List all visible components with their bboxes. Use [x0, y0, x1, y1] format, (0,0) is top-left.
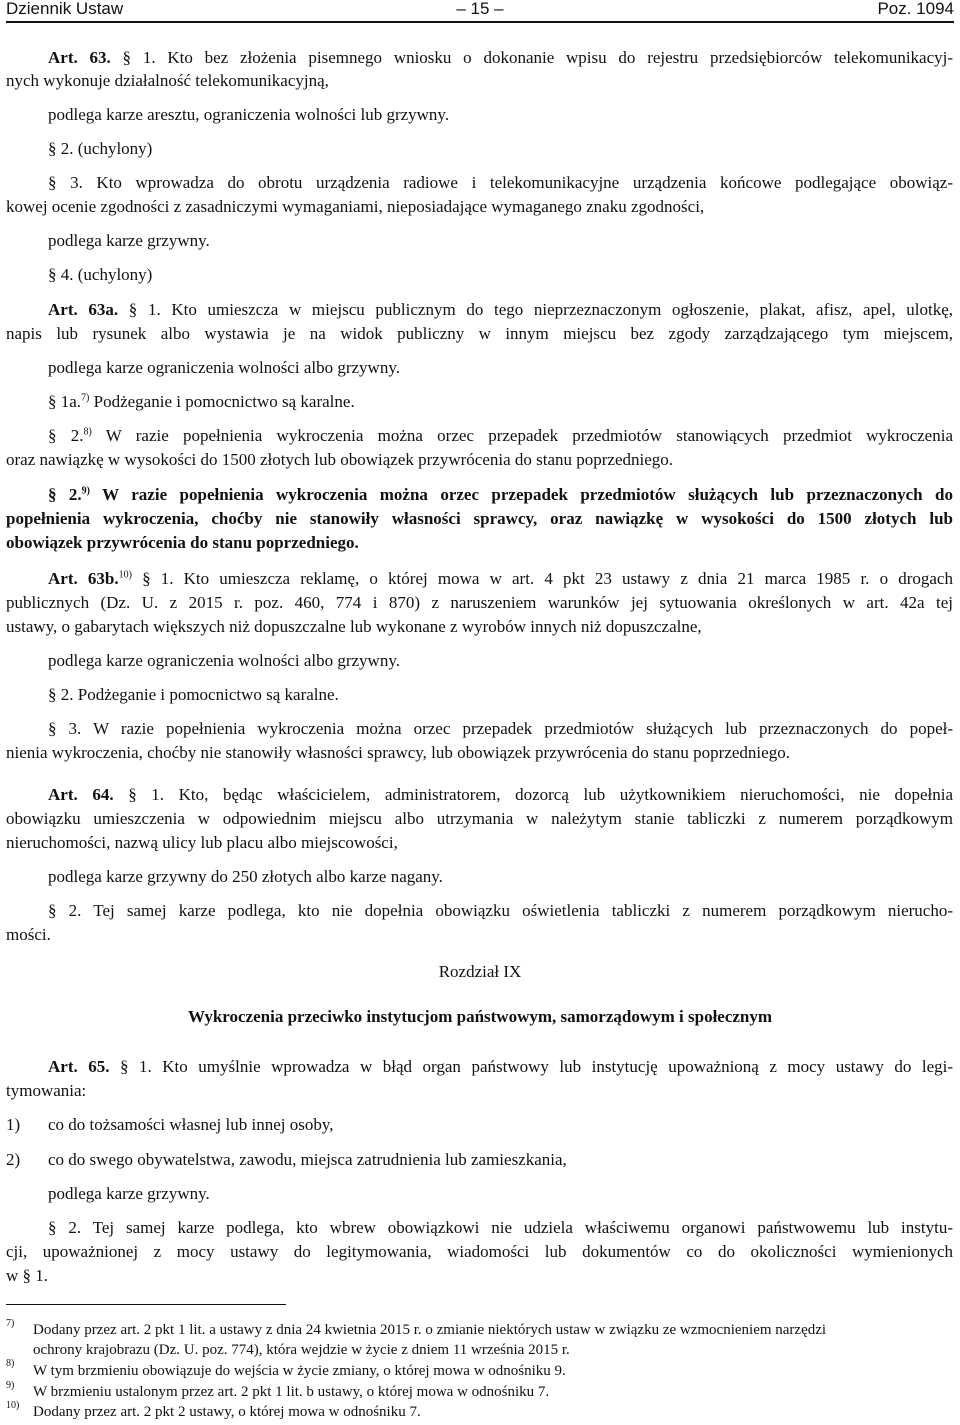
art63b-p2: § 2. Podżeganie i pomocnictwo są karalne. — [48, 685, 339, 704]
art64-sanction: podlega karze grzywny do 250 złotych albo karze nagany. — [48, 867, 443, 886]
article-title: Art. 63a. — [48, 300, 119, 319]
art63b-p1-cont2: ustawy, o gabarytach większych niż dopuszczalne lub wykonane z wyrobów innych niż dopuszczalne, — [6, 617, 702, 636]
footnote-ref: 10) — [118, 569, 132, 581]
footnote-number: 7) — [6, 1318, 15, 1329]
art63a-p2-new — [6, 485, 953, 505]
art63a-p1a — [48, 392, 355, 412]
footnote-text: W tym brzmieniu obowiązuje do wejścia w życie zmiany, o której mowa w odnośniku 9. — [33, 1363, 566, 1379]
footnote-number: 10) — [6, 1400, 20, 1411]
art63-sanction: podlega karze aresztu, ograniczenia wolności lub grzywny. — [48, 105, 450, 124]
paragraph-text: § 1. Kto, będąc właścicielem, administratorem, dozorcą lub użytkownikiem nieruchomości, nie dopełnia — [128, 785, 954, 804]
paragraph-label: § 2. — [48, 426, 84, 445]
list-item: co do swego obywatelstwa, zawodu, miejsca zatrudnienia lub zamieszkania, — [48, 1150, 567, 1169]
paragraph-text: Podżeganie i pomocnictwo są karalne. — [93, 392, 355, 411]
art63b-p3-cont: nienia wykroczenia, choćby nie stanowiły własności sprawcy, lub obowiązek przywrócenia do stanu poprzedniego. — [6, 743, 790, 762]
position-number: Poz. 1094 — [877, 0, 954, 18]
paragraph-text: § 1. Kto umieszcza reklamę, o której mowa w art. 4 pkt 23 ustawy z dnia 21 marca 1985 r. o drogach — [142, 569, 953, 588]
page-header — [6, 0, 954, 20]
art65-p2-cont2: w § 1. — [6, 1266, 49, 1285]
paragraph-label: § 2. — [48, 485, 82, 504]
art63a-sanction: podlega karze ograniczenia wolności albo grzywny. — [48, 358, 400, 377]
footnote-ref: 9) — [81, 485, 91, 497]
article-title: Art. 65. — [48, 1057, 110, 1076]
journal-name: Dziennik Ustaw — [6, 0, 124, 18]
art63-p1 — [6, 48, 953, 68]
art63b-p1-cont: publicznych (Dz. U. z 2015 r. poz. 460, 774 i 870) z naruszeniem warunków jej sytuowania określonych w art. 42a tej — [6, 593, 953, 612]
art63a-p2-new-cont2: obowiązek przywrócenia do stanu poprzedniego. — [6, 533, 359, 552]
art63a-p2-new-cont: popełnienia wykroczenia, choćby nie stanowiły własności sprawcy, oraz nawiązkę w wysokości do 1500 złotych lub — [6, 509, 953, 528]
art65-p1-cont: tymowania: — [6, 1081, 87, 1100]
art63-p2: § 2. (uchylony) — [48, 139, 153, 158]
footnote-text: Dodany przez art. 2 pkt 2 ustawy, o której mowa w odnośniku 7. — [33, 1404, 421, 1420]
footnote-ref: 8) — [83, 426, 92, 438]
art63-p1-cont: nych wykonuje działalność telekomunikacyjną, — [6, 71, 329, 90]
art63b-p3: § 3. W razie popełnienia wykroczenia można orzec przepadek przedmiotów służących lub przeznaczonych do popeł- — [48, 719, 953, 738]
art64-p2: § 2. Tej samej karze podlega, kto nie dopełnia obowiązku oświetlenia tabliczki z numerem porządkowym nierucho- — [48, 901, 953, 920]
footnote-text: Dodany przez art. 2 pkt 1 lit. a ustawy z dnia 24 kwietnia 2015 r. o zmianie niektórych ustaw w związku ze wzmocnieniem narzędzi — [33, 1322, 827, 1338]
art64-p1-cont: obowiązku umieszczenia w odpowiednim miejscu albo utrzymania w należytym stanie tabliczki z numerem porządkowym — [6, 809, 953, 828]
art65-sanction: podlega karze grzywny. — [48, 1184, 210, 1203]
paragraph-label: § 1a. — [48, 392, 82, 411]
page-number: – 15 – — [456, 0, 504, 18]
paragraph-text: W razie popełnienia wykroczenia można orzec przepadek przedmiotów stanowiących przedmiot wykroczenia — [105, 426, 953, 445]
art63-p3-sanction: podlega karze grzywny. — [48, 231, 210, 250]
art63b-p1 — [6, 569, 953, 589]
footnote-number: 8) — [6, 1358, 15, 1369]
list-item-number: 2) — [6, 1150, 21, 1169]
paragraph-text: W razie popełnienia wykroczenia można orzec przepadek przedmiotów służących lub przeznaczonych do — [102, 485, 954, 504]
footnote-number: 9) — [6, 1380, 15, 1391]
list-item: co do tożsamości własnej lub innej osoby, — [48, 1115, 334, 1134]
art63-p3-cont: kowej ocenie zgodności z zasadniczymi wymaganiami, nieposiadające wymaganego znaku zgodności, — [6, 197, 705, 216]
header-divider — [6, 21, 954, 23]
art65-p1 — [6, 1057, 953, 1077]
art63a-p2 — [6, 426, 953, 446]
art64-p1 — [6, 785, 953, 805]
chapter-title: Wykroczenia przeciwko instytucjom państwowym, samorządowym i społecznym — [187, 1007, 773, 1026]
art65-p2-cont: cji, upoważnionej z mocy ustawy do legitymowania, wiadomości lub dokumentów co do okoliczności wymienionych — [6, 1242, 953, 1261]
paragraph-text: § 1. Kto umyślnie wprowadza w błąd organ państwowy lub instytucję upoważnioną z mocy ustawy do legi- — [120, 1057, 954, 1076]
art63b-sanction: podlega karze ograniczenia wolności albo grzywny. — [48, 651, 400, 670]
art63a-p2-cont: oraz nawiązkę w wysokości do 1500 złotych lub obowiązek przywrócenia do stanu poprzedniego. — [6, 450, 674, 469]
footnote-ref: 7) — [81, 392, 90, 404]
art64-p1-cont2: nieruchomości, nazwą ulicy lub placu albo miejscowości, — [6, 833, 398, 852]
paragraph-text: § 1. Kto bez złożenia pisemnego wniosku o dokonanie wpisu do rejestru przedsiębiorców telekomunikacyj- — [122, 48, 954, 67]
article-title: Art. 64. — [48, 785, 114, 804]
footnote-text-cont: ochrony krajobrazu (Dz. U. poz. 774), która wejdzie w życie z dniem 11 września 2015 r. — [33, 1342, 570, 1358]
art63-p4: § 4. (uchylony) — [48, 265, 153, 284]
art63a-p1 — [6, 300, 953, 320]
article-title: Art. 63b. — [48, 569, 119, 588]
art63a-p1-cont: napis lub rysunek albo wystawia je na widok publiczny w innym miejscu bez zgody zarządzającego tym miejscem, — [6, 324, 953, 343]
footnote-text: W brzmieniu ustalonym przez art. 2 pkt 1 lit. b ustawy, o której mowa w odnośniku 7. — [33, 1384, 550, 1400]
article-title: Art. 63. — [48, 48, 111, 67]
art64-p2-cont: mości. — [6, 925, 51, 944]
chapter-label: Rozdział IX — [438, 962, 522, 981]
footnote-divider — [6, 1304, 286, 1305]
art65-p2: § 2. Tej samej karze podlega, kto wbrew obowiązkowi nie udziela właściwemu organowi państwowemu lub instytu- — [48, 1218, 953, 1237]
art63-p3: § 3. Kto wprowadza do obrotu urządzenia radiowe i telekomunikacyjne urządzenia końcowe podlegające obowiąz- — [48, 173, 953, 192]
paragraph-text: § 1. Kto umieszcza w miejscu publicznym do tego nieprzeznaczonym ogłoszenie, plakat, afisz, apel, ulotkę, — [128, 300, 953, 319]
list-item-number: 1) — [6, 1115, 21, 1134]
